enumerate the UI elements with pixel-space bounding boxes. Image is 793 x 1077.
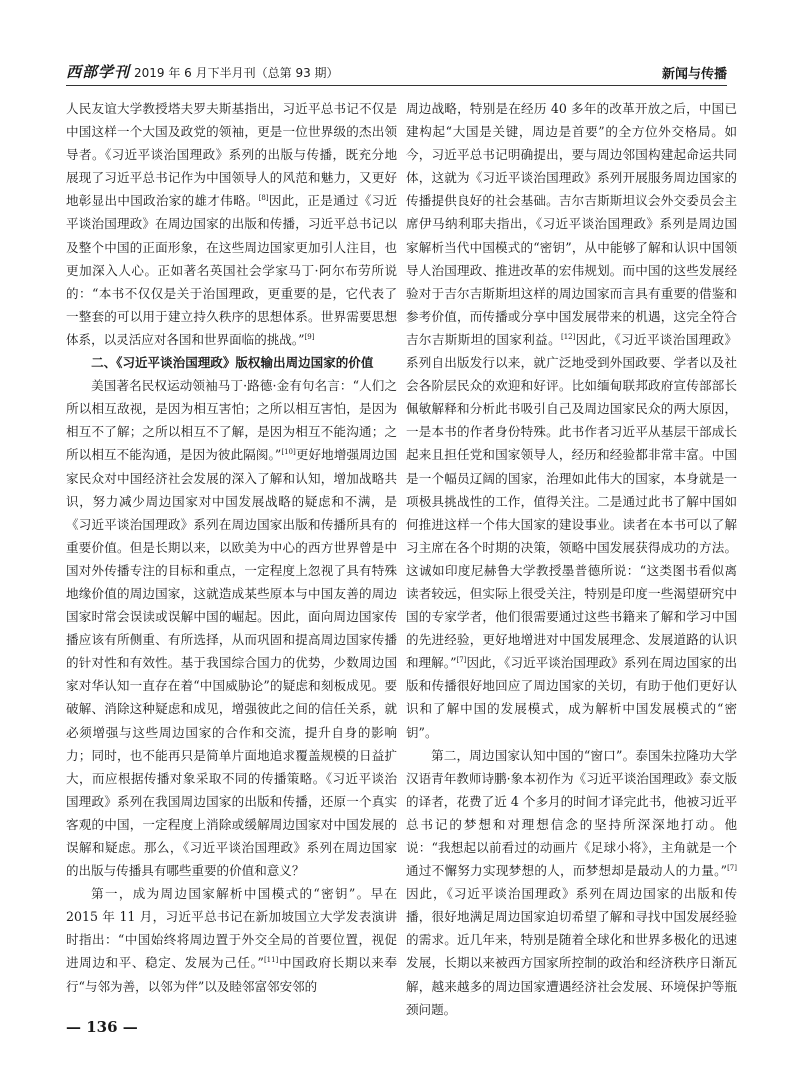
paragraph-text: 美国著名民权运动领袖马丁·路德·金有句名言：“人们之所以相互敌视，是因为相互害怕；之所以相互害怕，是因为相互不了解；之所以相互不了解，是因为相互不能沟通；之所以相互不能沟通，是因为彼此隔阂。” xyxy=(66,378,397,463)
citation: [12] xyxy=(561,332,576,341)
paragraph xyxy=(406,744,737,1021)
running-header xyxy=(66,56,727,82)
paragraph-text: 人民友谊大学教授塔夫罗夫斯基指出，习近平总书记不仅是中国这样一个大国及政党的领袖，更是一位世界级的杰出领导者。《习近平谈治国理政》系列的出版与传播，既充分地展现了习近平总书记作为中国领导人的风范和魅力，又更好地彰显出中国政治家的雄才伟略。 xyxy=(66,101,397,209)
header-rule xyxy=(66,85,727,86)
citation: [9] xyxy=(304,332,315,341)
issue-info: 2019 年 6 月下半月刊（总第 93 期） xyxy=(134,66,339,80)
citation: [10] xyxy=(281,448,296,457)
paragraph-text: 因此，《习近平谈治国理政》系列自出版发行以来，就广泛地受到外国政要、学者以及社会各阶层民众的欢迎和好评。比如缅甸联邦政府宣传部部长佩敏解释和分析此书吸引自己及周边国家民众的两大原因，一是本书的作者身份特殊。此书作者习近平从基层干部成长起来且担任党和国家领导人，经历和经验都非常丰富。中国是一个幅员辽阔的国家，治理如此伟大的国家，本身就是一项极具挑战性的工作，值得关注。二是通过此书了解中国如何推进这样一个伟大国家的建设事业。读者在本书可以了解习主席在各个时期的决策，领略中国发展获得成功的方法。这诚如印度尼赫鲁大学教授墨普德所说：“这类图书看似离读者较远，但实际上很受关注，特别是印度一些渴望研究中国的专家学者，他们很需要通过这些书籍来了解和学习中国的先进经验，更好地增进对中国发展理念、发展道路的认识和理解。” xyxy=(406,331,738,671)
journal-logo: 西部学刊 xyxy=(66,63,131,81)
section-heading: 二、《习近平谈治国理政》版权输出周边国家的价值 xyxy=(91,355,374,371)
right-column xyxy=(406,97,737,1021)
paragraph-text: 更好地增强周边国家民众对中国经济社会发展的深入了解和认知，增加战略共识，努力减少周边国家对中国发展战略的疑虑和不满，是《习近平谈治国理政》系列在周边国家出版和传播所具有的重要价值。但是长期以来，以欧美为中心的西方世界曾是中国对外传播专注的目标和重点，一定程度上忽视了具有特殊地缘价值的周边国家，这就造成某些原本与中国友善的周边国家时常会误读或误解中国的崛起。因此，面向周边国家传播应该有所侧重、有所选择，从而巩固和提高周边国家传播的针对性和有效性。基于我国综合国力的优势，少数周边国家对华认知一直存在着“中国威胁论”的疑虑和刻板成见。要破解、消除这种疑虑和成见，增强彼此之间的信任关系，就必须增强与这些周边国家的合作和交流，提升自身的影响力；同时，也不能再只是简单片面地追求覆盖规模的日益扩大，而应根据传播对象采取不同的传播策略。《习近平谈治国理政》系列在我国周边国家的出版和传播，还原一个真实客观的中国，一定程度上消除或缓解周边国家对中国发展的误解和疑虑。那么，《习近平谈治国理政》系列在周边国家的出版与传播具有哪些重要的价值和意义？ xyxy=(66,447,398,879)
paragraph xyxy=(66,97,397,351)
paragraph xyxy=(66,882,397,997)
citation: [7] xyxy=(456,656,467,665)
paragraph-text: 周边战略，特别是在经历 40 多年的改革开放之后，中国已建构起“大国是关键，周边是首要”的全方位外交格局。如今，习近平总书记明确提出，要与周边邻国构建起命运共同体，这就为《习近平谈治国理政》系列开展服务周边国家的传播提供良好的社会基础。吉尔吉斯斯坦议会外交委员会主席伊马纳利耶夫指出，《习近平谈治国理政》系列是周边国家解析当代中国模式的“密钥”，从中能够了解和认识中国领导人治国理政、推进改革的宏伟规划。而中国的这些发展经验对于吉尔吉斯斯坦这样的周边国家而言具有重要的借鉴和参考价值，而传播或分享中国发展带来的机遇，这完全符合吉尔吉斯斯坦的国家利益。 xyxy=(406,101,737,347)
citation: [11] xyxy=(263,956,279,965)
paragraph xyxy=(66,374,397,882)
page-number: — 136 — xyxy=(66,1018,138,1036)
header-left xyxy=(66,61,339,82)
left-column xyxy=(66,97,397,998)
paragraph-text: 因此，正是通过《习近平谈治国理政》在周边国家的出版和传播，习近平总书记以及整个中国的正面形象，在这些周边国家更加引人注目，也更加深入人心。正如著名英国社会学家马丁·阿尔布劳所说的：“本书不仅仅是关于治国理政，更重要的是，它代表了一整套的可以用于建立持久秩序的思想体系。世界需要思想体系，以灵活应对各国和世界面临的挑战。” xyxy=(66,193,398,347)
paragraph-text: 因此，《习近平谈治国理政》系列在周边国家的出版和传播很好地回应了周边国家的关切，有助于他们更好认识和了解中国的发展模式，成为解析中国发展模式的“密钥”。 xyxy=(406,655,737,740)
paragraph-text: 第一，成为周边国家解析中国模式的“密钥”。早在 2015 年 11 月，习近平总书记在新加坡国立大学发表演讲时指出：“中国始终将周边置于外交全局的首要位置，视促进周边和平、稳定、发展为己任。” xyxy=(66,886,397,971)
paragraph xyxy=(406,97,737,744)
paragraph-text: 第二，周边国家认知中国的“窗口”。泰国朱拉隆功大学汉语青年教师诗鹏·象本初作为《习近平谈治国理政》泰文版的译者，花费了近 4 个多月的时间才译完此书，他被习近平总书记的梦想和对理想信念的坚持所深深地打动。他说：“我想起以前看过的动画片《足球小将》，主角就是一个通过不懈努力实现梦想的人，而梦想却是最动人的力量。” xyxy=(406,747,737,879)
citation: [8] xyxy=(258,194,269,203)
paragraph-text: 因此，《习近平谈治国理政》系列在周边国家的出版和传播，很好地满足周边国家迫切希望了解和寻找中国发展经验的需求。近几年来，特别是随着全球化和世界多极化的迅速发展，长期以来被西方国家所控制的政治和经济秩序日渐瓦解，越来越多的周边国家遭遇经济社会发展、环境保护等瓶颈问题。 xyxy=(406,886,737,1017)
section-title: 新闻与传播 xyxy=(661,67,727,82)
citation: [7] xyxy=(727,864,737,873)
paragraph-text: 中国政府长期以来奉行“与邻为善，以邻为伴”以及睦邻富邻安邻的 xyxy=(66,955,398,994)
